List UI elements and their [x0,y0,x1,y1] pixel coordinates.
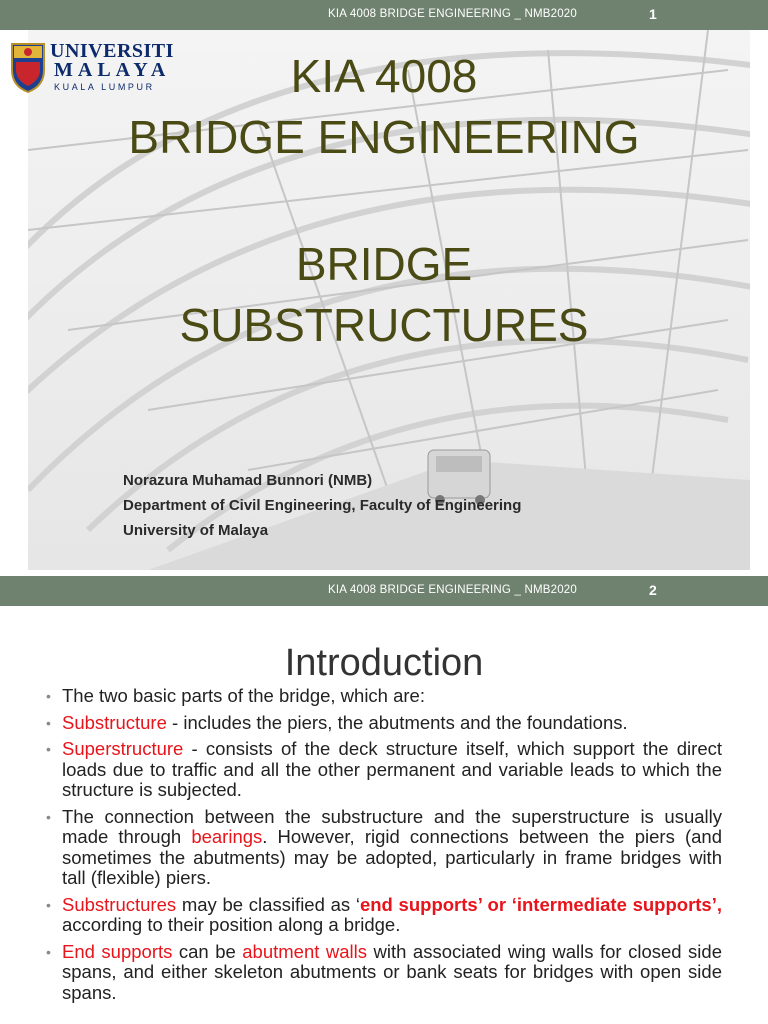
bullet-item [46,895,722,936]
logo-text-universiti: UNIVERSITI [50,40,174,62]
highlight-term: Substructures [62,893,177,915]
highlight-term: Superstructure [62,738,184,759]
bullet-text: can be [172,940,243,962]
bullet-text: with associated wing walls for closed side spans, and either skeleton abutments or bank seats for bridges with open side spans. [62,940,722,1003]
bullet-dot-icon: • [46,943,51,960]
slide-title: Introduction [284,642,484,684]
slide-header-text: KIA 4008 BRIDGE ENGINEERING _ NMB2020 [328,8,577,20]
slide-header-bar [0,576,768,606]
logo-text-malaya: MALAYA [54,59,171,81]
university-name: University of Malaya [123,522,269,539]
bullet-text: The connection between the substructure and the superstructure is usually made through [62,805,722,847]
slide-number: 2 [649,582,657,598]
topic-title-line2: SUBSTRUCTURES [179,299,589,351]
introduction-slide [0,576,768,1024]
slide-header-text: KIA 4008 BRIDGE ENGINEERING _ NMB2020 [328,584,577,596]
highlight-term: end supports’ or ‘intermediate supports’, [359,893,722,915]
bullet-text: . However, rigid connections between the piers (and sometimes the abutments) may be adopted, particularly in frame bridges with tall (flexible) piers. [62,826,722,888]
course-name-title: BRIDGE ENGINEERING [128,111,640,163]
slide-number: 1 [649,6,657,22]
bullet-item [46,686,722,707]
bullet-text: - consists of the deck structure itself, which support the direct loads due to traffic and all the other permanent and variable leads to which the structure is subjected. [62,738,722,800]
bullet-item [46,739,722,801]
bullet-dot-icon: • [46,741,51,757]
highlight-term: bearings [191,826,263,847]
bullet-item [46,807,722,889]
bullet-item [46,713,722,734]
author-name: Norazura Muhamad Bunnori (NMB) [123,472,373,489]
bullet-text: The two basic parts of the bridge, which are: [62,685,425,706]
bullet-text: may be classified as ‘ [176,893,360,915]
slide-header-bar [0,0,768,30]
highlight-term: abutment walls [242,940,368,962]
bullet-text: according to their position along a bridge. [62,914,401,935]
bullet-list [46,686,722,1009]
highlight-term: Substructure [62,711,167,733]
highlight-term: End supports [62,940,173,962]
topic-title-line1: BRIDGE [295,238,473,290]
bullet-dot-icon: • [46,714,51,731]
logo-text-kuala-lumpur: KUALA LUMPUR [54,82,155,92]
bullet-text: - includes the piers, the abutments and the foundations. [166,711,628,733]
bullet-item [46,942,722,1004]
bullet-dot-icon: • [46,688,51,704]
bullet-dot-icon: • [46,896,51,913]
bullet-dot-icon: • [46,808,51,825]
course-code-title: KIA 4008 [290,50,478,102]
department-name: Department of Civil Engineering, Faculty of Engineering [123,497,522,514]
